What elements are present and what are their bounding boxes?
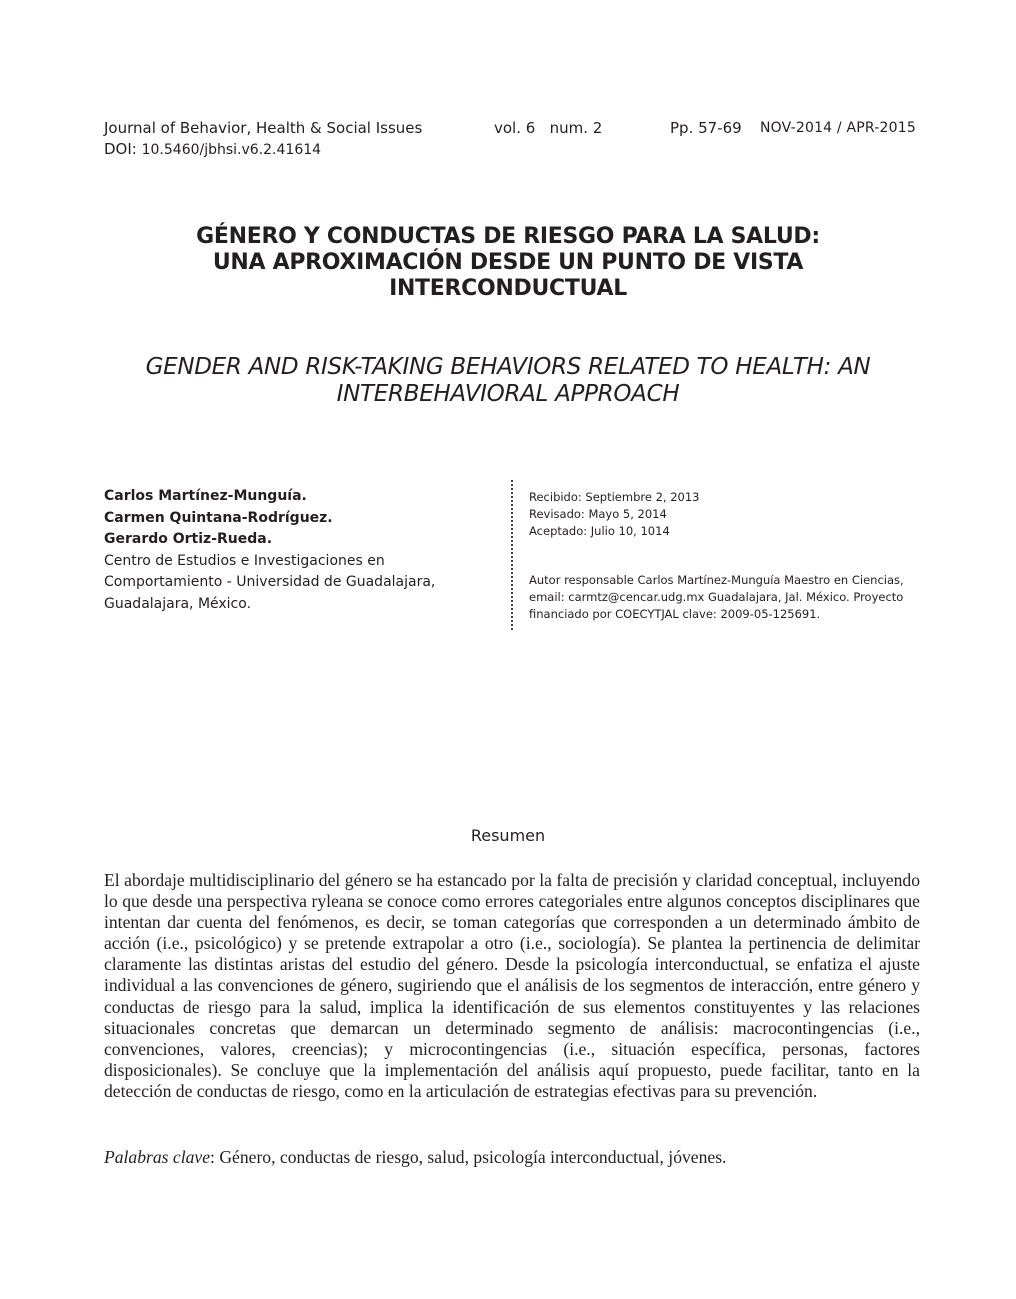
spanish-title-line: GÉNERO Y CONDUCTAS DE RIESGO PARA LA SALUD: (196, 224, 820, 249)
spanish-title (120, 224, 896, 302)
dotted-divider (511, 480, 513, 630)
doi-label: DOI: (104, 140, 142, 158)
keywords-line (104, 1147, 920, 1168)
responsible-author-note: Autor responsable Carlos Martínez-Munguía Maestro en Ciencias, email: carmtz@cencar.udg.mx Guadalajara, Jal. México. Proyecto financiado por COECYTJAL clave: 2009-05-125691. (529, 573, 904, 621)
accepted-date: Aceptado: Julio 10, 1014 (529, 524, 670, 538)
received-date: Recibido: Septiembre 2, 2013 (529, 490, 700, 504)
journal-volume: vol. 6 num. 2 (494, 119, 603, 137)
english-title (100, 354, 916, 408)
doi-value: 10.5460/jbhsi.v6.2.41614 (141, 142, 322, 158)
doi-line (104, 140, 321, 159)
author-name: Carmen Quintana-Rodríguez. (104, 509, 333, 526)
journal-name: Journal of Behavior, Health & Social Issues (104, 119, 423, 137)
author-affiliation: Centro de Estudios e Investigaciones en Comportamiento - Universidad de Guadalajara, Guadalajara, México. (104, 552, 436, 612)
abstract-body: El abordaje multidisciplinario del género se ha estancado por la falta de precisión y claridad conceptual, incluyendo lo que desde una perspectiva ryleana se conoce como errores categoriales entre algunos conceptos disciplinares que intentan dar cuenta del fenómenos, es decir, se toman categorías que corresponden a un determinado ámbito de acción (i.e., psicológico) y se pretende extrapolar a otro (i.e., sociología). Se plantea la pertinencia de delimitar claramente las distintas aristas del estudio del género. Desde la psicología interconductual, se enfatiza el ajuste individual a las convenciones de género, sugiriendo que el análisis de los segmentos de interacción, entre género y conductas de riesgo para la salud, implica la identificación de sus elementos constituyentes y las relaciones situacionales concretas que demarcan un determinado segmento de análisis: macrocontingencias (i.e., convenciones, valores, creencias); y microcontingencias (i.e., situación específica, personas, factores disposicionales). Se concluye que la implementación del análisis aquí propuesto, puede facilitar, tanto en la detección de conductas de riesgo, como en la articulación de estrategias efectivas para su prevención. (104, 870, 920, 1101)
journal-pages: Pp. 57-69 (670, 119, 742, 137)
keywords-text: : Género, conductas de riesgo, salud, psicología interconductual, jóvenes. (210, 1147, 727, 1167)
submission-dates (529, 489, 699, 540)
english-title-line: GENDER AND RISK-TAKING BEHAVIORS RELATED TO HEALTH: AN (145, 354, 871, 380)
english-title-line: INTERBEHAVIORAL APPROACH (336, 381, 680, 407)
abstract-heading: Resumen (470, 826, 546, 845)
keywords-label: Palabras clave (104, 1147, 211, 1167)
journal-dates: NOV-2014 / APR-2015 (760, 120, 916, 136)
author-block (104, 486, 504, 615)
author-name: Gerardo Ortiz-Rueda. (104, 531, 273, 547)
spanish-title-line: UNA APROXIMACIÓN DESDE UN PUNTO DE VISTA (212, 250, 804, 275)
revised-date: Revisado: Mayo 5, 2014 (529, 507, 667, 521)
spanish-title-line: INTERCONDUCTUAL (389, 276, 627, 301)
author-name: Carlos Martínez-Munguía. (104, 488, 307, 504)
